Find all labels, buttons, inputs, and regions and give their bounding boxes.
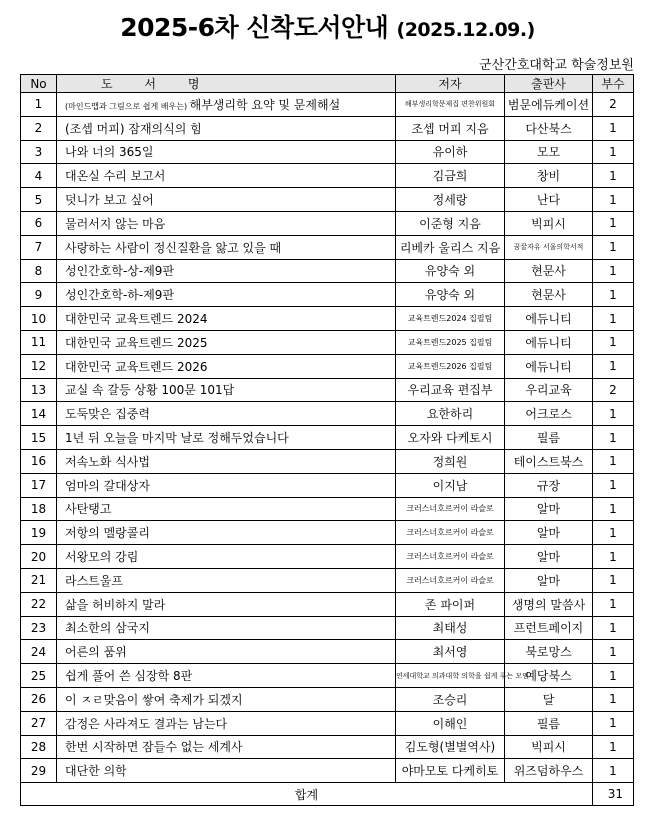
book-copies: 1 xyxy=(593,521,634,545)
book-copies: 1 xyxy=(593,616,634,640)
book-rows xyxy=(21,93,634,783)
book-title: 사랑하는 사람이 정신질환을 앓고 있을 때 xyxy=(65,240,282,255)
book-title: (조셉 머피) 잠재의식의 힘 xyxy=(65,121,202,136)
book-title: 감정은 사라져도 결과는 남는다 xyxy=(65,716,228,731)
book-no: 11 xyxy=(21,330,57,354)
book-no: 14 xyxy=(21,402,57,426)
book-no: 25 xyxy=(21,664,57,688)
book-publisher: 알마 xyxy=(505,497,593,521)
book-title: 대단한 의학 xyxy=(65,764,127,779)
book-title: 해부생리학 요약 및 문제해설 xyxy=(189,97,341,112)
book-publisher: 에듀니티 xyxy=(505,307,593,331)
book-title-cell xyxy=(57,592,396,616)
book-no: 19 xyxy=(21,521,57,545)
book-author: 교육트렌드2025 집필팀 xyxy=(396,330,505,354)
book-no: 15 xyxy=(21,426,57,450)
book-publisher: 창비 xyxy=(505,164,593,188)
book-author: 크러스너호르커이 라슬로 xyxy=(396,521,505,545)
title-date: (2025.12.09.) xyxy=(396,19,535,41)
table-row xyxy=(21,664,634,688)
header-author: 저자 xyxy=(396,75,505,93)
book-title-cell xyxy=(57,735,396,759)
book-title-cell xyxy=(57,211,396,235)
book-copies: 1 xyxy=(593,330,634,354)
book-copies: 1 xyxy=(593,140,634,164)
table-row xyxy=(21,283,634,307)
book-no: 21 xyxy=(21,568,57,592)
book-no: 20 xyxy=(21,545,57,569)
book-author: 존 파이퍼 xyxy=(396,592,505,616)
book-no: 28 xyxy=(21,735,57,759)
book-author: 최서영 xyxy=(396,640,505,664)
book-author: 요한하리 xyxy=(396,402,505,426)
header-no: No xyxy=(21,75,57,93)
book-title: 나와 너의 365일 xyxy=(65,145,154,160)
book-no: 29 xyxy=(21,759,57,783)
book-copies: 1 xyxy=(593,664,634,688)
book-publisher: 다산북스 xyxy=(505,116,593,140)
book-title-cell xyxy=(57,711,396,735)
book-copies: 1 xyxy=(593,235,634,259)
book-author: 정희원 xyxy=(396,449,505,473)
book-title-cell xyxy=(57,354,396,378)
book-publisher: 범문에듀케이션 xyxy=(505,93,593,117)
header-publisher: 출판사 xyxy=(505,75,593,93)
book-title: 대온실 수리 보고서 xyxy=(65,169,166,184)
book-title: 대한민국 교육트렌드 2025 xyxy=(65,335,208,350)
book-publisher: 꿈꿀자유 서울의학서적 xyxy=(505,235,593,259)
book-publisher: 현문사 xyxy=(505,283,593,307)
book-no: 5 xyxy=(21,188,57,212)
book-title-cell xyxy=(57,330,396,354)
table-row xyxy=(21,449,634,473)
book-title-cell xyxy=(57,687,396,711)
book-title: 대한민국 교육트렌드 2026 xyxy=(65,359,208,374)
book-publisher: 빅피시 xyxy=(505,735,593,759)
table-row xyxy=(21,568,634,592)
book-title: 서왕모의 강림 xyxy=(65,550,139,565)
book-author: 크러스너호르커이 라슬로 xyxy=(396,545,505,569)
book-author: 유이하 xyxy=(396,140,505,164)
book-author: 교육트렌드2026 집필팀 xyxy=(396,354,505,378)
book-publisher: 예당북스 xyxy=(505,664,593,688)
book-title-cell xyxy=(57,164,396,188)
book-publisher: 현문사 xyxy=(505,259,593,283)
book-no: 22 xyxy=(21,592,57,616)
book-author: 이지남 xyxy=(396,473,505,497)
book-title-cell xyxy=(57,545,396,569)
book-publisher: 위즈덤하우스 xyxy=(505,759,593,783)
book-author: 연세대학교 의과대학 의학을 쉽게 푸는 모임 xyxy=(396,664,505,688)
book-title-cell xyxy=(57,378,396,402)
book-title-cell xyxy=(57,640,396,664)
table-row xyxy=(21,235,634,259)
book-publisher: 생명의 말씀사 xyxy=(505,592,593,616)
book-title-cell xyxy=(57,521,396,545)
book-no: 2 xyxy=(21,116,57,140)
book-title: 도둑맞은 집중력 xyxy=(65,407,150,422)
book-title-cell xyxy=(57,426,396,450)
book-publisher: 북로망스 xyxy=(505,640,593,664)
book-author: 크러스너호르커이 라슬로 xyxy=(396,568,505,592)
book-no: 1 xyxy=(21,93,57,117)
book-copies: 1 xyxy=(593,402,634,426)
book-copies: 1 xyxy=(593,307,634,331)
book-title: 사탄탱고 xyxy=(65,502,112,517)
book-author: 해부생리학문제집 편찬위원회 xyxy=(396,93,505,117)
book-author: 크러스너호르커이 라슬로 xyxy=(396,497,505,521)
table-row xyxy=(21,330,634,354)
book-title-cell xyxy=(57,449,396,473)
table-row xyxy=(21,426,634,450)
book-author: 조승리 xyxy=(396,687,505,711)
book-title: 성인간호학-상-제9판 xyxy=(65,264,175,279)
table-row xyxy=(21,354,634,378)
book-publisher: 빅피시 xyxy=(505,211,593,235)
book-no: 12 xyxy=(21,354,57,378)
book-title: 성인간호학-하-제9판 xyxy=(65,288,175,303)
book-no: 6 xyxy=(21,211,57,235)
book-copies: 1 xyxy=(593,473,634,497)
book-no: 26 xyxy=(21,687,57,711)
table-row xyxy=(21,164,634,188)
book-publisher: 규장 xyxy=(505,473,593,497)
table-row xyxy=(21,759,634,783)
table-row xyxy=(21,473,634,497)
book-title-cell xyxy=(57,235,396,259)
book-author: 김금희 xyxy=(396,164,505,188)
book-author: 김도형(별별역사) xyxy=(396,735,505,759)
book-author: 야마모토 다케히토 xyxy=(396,759,505,783)
book-title-cell xyxy=(57,497,396,521)
book-author: 유양숙 외 xyxy=(396,259,505,283)
book-copies: 1 xyxy=(593,164,634,188)
book-publisher: 난다 xyxy=(505,188,593,212)
book-title-cell xyxy=(57,473,396,497)
book-title: 이 ㅈㄹ맞음이 쌓여 축제가 되겠지 xyxy=(65,692,243,707)
book-copies: 2 xyxy=(593,378,634,402)
book-title-cell xyxy=(57,759,396,783)
book-no: 23 xyxy=(21,616,57,640)
book-title: 엄마의 갈대상자 xyxy=(65,478,150,493)
book-copies: 1 xyxy=(593,259,634,283)
table-row xyxy=(21,592,634,616)
book-copies: 1 xyxy=(593,687,634,711)
book-publisher: 테이스트북스 xyxy=(505,449,593,473)
table-row xyxy=(21,140,634,164)
book-publisher: 우리교육 xyxy=(505,378,593,402)
book-author: 리베카 울리스 지음 xyxy=(396,235,505,259)
book-publisher: 에듀니티 xyxy=(505,330,593,354)
book-copies: 1 xyxy=(593,426,634,450)
book-title: 삶을 허비하지 말라 xyxy=(65,597,166,612)
book-copies: 1 xyxy=(593,545,634,569)
book-title: 저항의 멜랑콜리 xyxy=(65,526,150,541)
book-title: 저속노화 식사법 xyxy=(65,454,150,469)
header-copies: 부수 xyxy=(593,75,634,93)
total-label: 합계 xyxy=(21,783,593,806)
table-row xyxy=(21,93,634,117)
book-publisher: 필름 xyxy=(505,426,593,450)
book-no: 27 xyxy=(21,711,57,735)
book-author: 이해인 xyxy=(396,711,505,735)
book-copies: 1 xyxy=(593,449,634,473)
book-no: 10 xyxy=(21,307,57,331)
book-title: 최소한의 삼국지 xyxy=(65,621,150,636)
total-value: 31 xyxy=(593,783,634,806)
book-author: 우리교육 편집부 xyxy=(396,378,505,402)
book-publisher: 에듀니티 xyxy=(505,354,593,378)
book-copies: 1 xyxy=(593,711,634,735)
book-author: 정세랑 xyxy=(396,188,505,212)
book-publisher: 모모 xyxy=(505,140,593,164)
book-title-cell xyxy=(57,140,396,164)
book-no: 4 xyxy=(21,164,57,188)
book-publisher: 알마 xyxy=(505,568,593,592)
book-publisher: 어크로스 xyxy=(505,402,593,426)
book-author: 유양숙 외 xyxy=(396,283,505,307)
book-title-cell xyxy=(57,283,396,307)
table-row xyxy=(21,735,634,759)
book-copies: 1 xyxy=(593,497,634,521)
book-author: 교육트렌드2024 집필팀 xyxy=(396,307,505,331)
book-title-cell xyxy=(57,402,396,426)
table-row xyxy=(21,545,634,569)
book-author: 최태성 xyxy=(396,616,505,640)
book-copies: 1 xyxy=(593,283,634,307)
book-no: 18 xyxy=(21,497,57,521)
book-no: 13 xyxy=(21,378,57,402)
book-publisher: 프런트페이지 xyxy=(505,616,593,640)
book-title-cell xyxy=(57,259,396,283)
book-publisher: 필름 xyxy=(505,711,593,735)
book-title-cell xyxy=(57,616,396,640)
page-title xyxy=(0,8,655,44)
book-title: 교실 속 갈등 상황 100문 101답 xyxy=(65,383,235,398)
table-row xyxy=(21,402,634,426)
book-title: 덧니가 보고 싶어 xyxy=(65,193,154,208)
book-copies: 2 xyxy=(593,93,634,117)
table-row xyxy=(21,616,634,640)
book-title: 어른의 품위 xyxy=(65,645,127,660)
book-copies: 1 xyxy=(593,759,634,783)
book-author: 조셉 머피 지음 xyxy=(396,116,505,140)
book-copies: 1 xyxy=(593,188,634,212)
organization-name: 군산간호대학교 학술정보원 xyxy=(479,58,634,73)
table-row xyxy=(21,640,634,664)
total-row xyxy=(21,783,634,806)
table-row xyxy=(21,687,634,711)
book-title: 1년 뒤 오늘을 마지막 날로 정해두었습니다 xyxy=(65,431,289,446)
table-row xyxy=(21,211,634,235)
book-copies: 1 xyxy=(593,592,634,616)
table-row xyxy=(21,188,634,212)
table-header-row xyxy=(21,75,634,93)
book-title-cell xyxy=(57,307,396,331)
book-author: 오자와 다케토시 xyxy=(396,426,505,450)
table-row xyxy=(21,259,634,283)
new-books-table xyxy=(20,74,634,806)
book-no: 7 xyxy=(21,235,57,259)
table-row xyxy=(21,116,634,140)
table-row xyxy=(21,497,634,521)
book-no: 17 xyxy=(21,473,57,497)
book-no: 8 xyxy=(21,259,57,283)
book-title-cell xyxy=(57,116,396,140)
book-copies: 1 xyxy=(593,640,634,664)
table-row xyxy=(21,307,634,331)
book-title-cell xyxy=(57,664,396,688)
table-row xyxy=(21,378,634,402)
book-copies: 1 xyxy=(593,354,634,378)
book-publisher: 알마 xyxy=(505,545,593,569)
book-publisher: 달 xyxy=(505,687,593,711)
book-title: 대한민국 교육트렌드 2024 xyxy=(65,312,208,327)
book-copies: 1 xyxy=(593,116,634,140)
book-copies: 1 xyxy=(593,211,634,235)
title-text: 2025-6차 신착도서안내 xyxy=(120,13,389,42)
table-row xyxy=(21,711,634,735)
book-title-prefix: (마인드맵과 그림으로 쉽게 배우는) xyxy=(65,101,190,111)
book-title: 물러서지 않는 마음 xyxy=(65,216,166,231)
book-author: 이준형 지음 xyxy=(396,211,505,235)
book-title: 한번 시작하면 잠들수 없는 세계사 xyxy=(65,740,243,755)
header-title: 도 서 명 xyxy=(57,75,396,93)
book-title: 라스트울프 xyxy=(65,573,123,588)
book-title: 쉽게 풀어 쓴 심장학 8판 xyxy=(65,669,193,684)
table-row xyxy=(21,521,634,545)
book-title-cell xyxy=(57,188,396,212)
book-copies: 1 xyxy=(593,735,634,759)
book-no: 3 xyxy=(21,140,57,164)
book-title-cell xyxy=(57,93,396,117)
book-no: 24 xyxy=(21,640,57,664)
book-copies: 1 xyxy=(593,568,634,592)
book-no: 9 xyxy=(21,283,57,307)
book-no: 16 xyxy=(21,449,57,473)
book-publisher: 알마 xyxy=(505,521,593,545)
book-title-cell xyxy=(57,568,396,592)
